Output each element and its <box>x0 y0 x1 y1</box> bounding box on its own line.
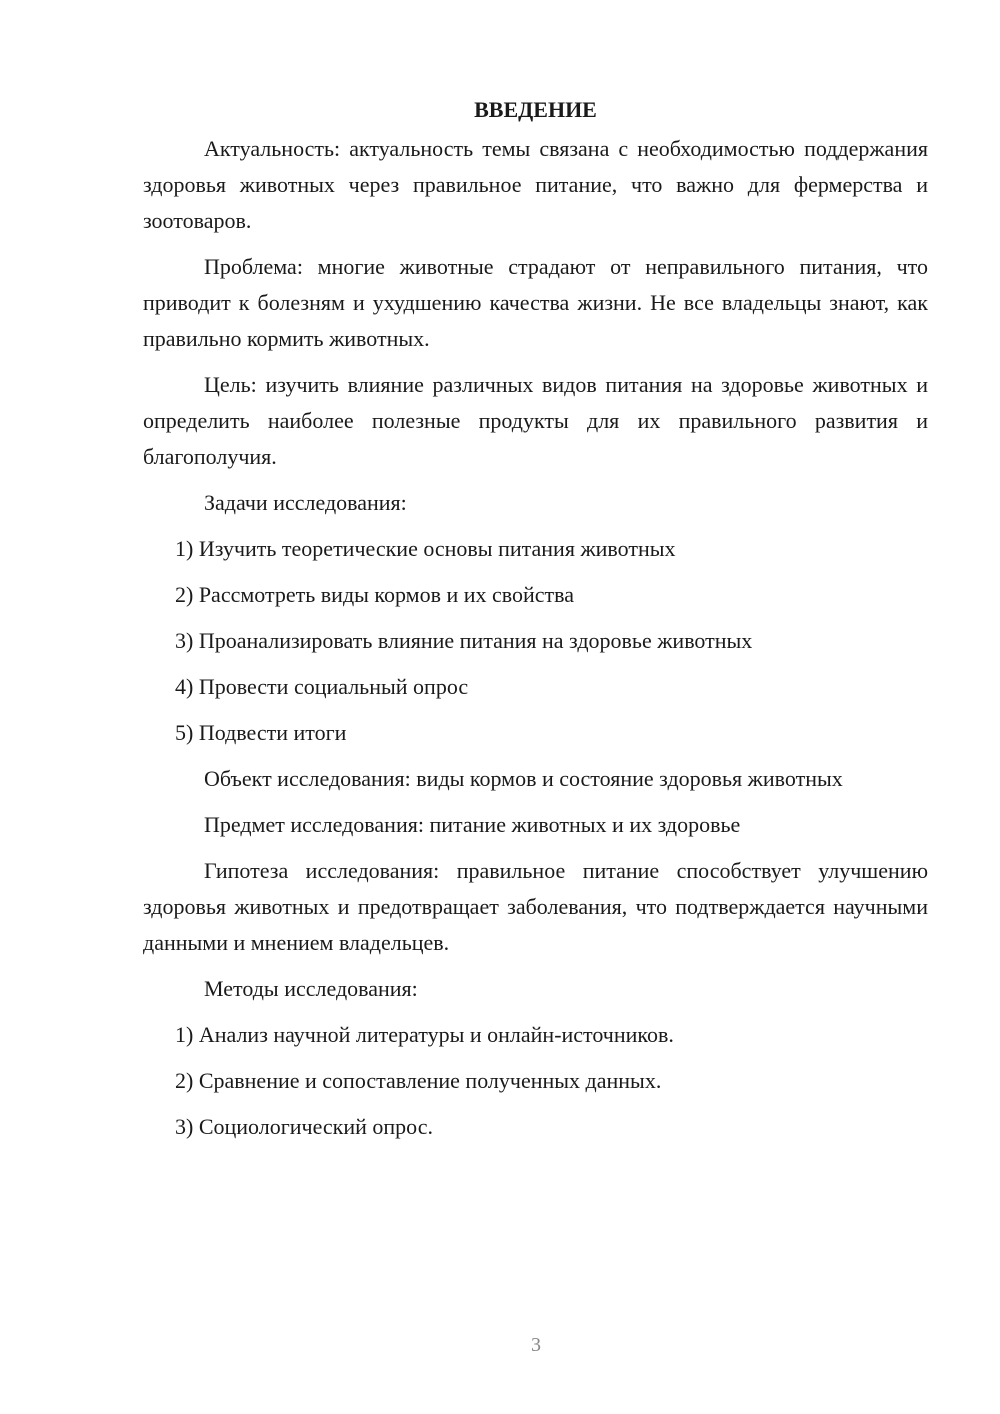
paragraph-subject: Предмет исследования: питание животных и их здоровье <box>204 812 741 837</box>
paragraph-goal: Цель: изучить влияние различных видов питания на здоровье животных и определить наиболее полезные продукты для их правильного развития и благополучия. <box>143 372 928 469</box>
page-title: ВВЕДЕНИЕ <box>474 97 597 122</box>
tasks-heading: Задачи исследования: <box>204 490 407 515</box>
methods-heading: Методы исследования: <box>204 976 418 1001</box>
paragraph-problem: Проблема: многие животные страдают от неправильного питания, что приводит к болезням и ухудшению качества жизни. Не все владельцы знают, как правильно кормить животных. <box>143 254 928 351</box>
page-number: 3 <box>531 1334 541 1356</box>
task-item: 2) Рассмотреть виды кормов и их свойства <box>175 582 575 607</box>
method-item: 3) Социологический опрос. <box>175 1114 433 1139</box>
paragraph-hypothesis: Гипотеза исследования: правильное питание способствует улучшению здоровья животных и предотвращает заболевания, что подтверждается научными данными и мнением владельцев. <box>143 858 928 955</box>
method-item: 2) Сравнение и сопоставление полученных данных. <box>175 1068 662 1093</box>
task-item: 1) Изучить теоретические основы питания животных <box>175 536 676 561</box>
method-item: 1) Анализ научной литературы и онлайн-источников. <box>175 1022 674 1047</box>
task-item: 4) Провести социальный опрос <box>175 674 469 699</box>
task-item: 5) Подвести итоги <box>175 720 347 745</box>
paragraph-relevance: Актуальность: актуальность темы связана с необходимостью поддержания здоровья животных через правильное питание, что важно для фермерства и зоотоваров. <box>143 136 928 233</box>
task-item: 3) Проанализировать влияние питания на здоровье животных <box>175 628 753 653</box>
paragraph-object: Объект исследования: виды кормов и состояние здоровья животных <box>204 766 843 791</box>
document-body <box>143 92 928 1155</box>
